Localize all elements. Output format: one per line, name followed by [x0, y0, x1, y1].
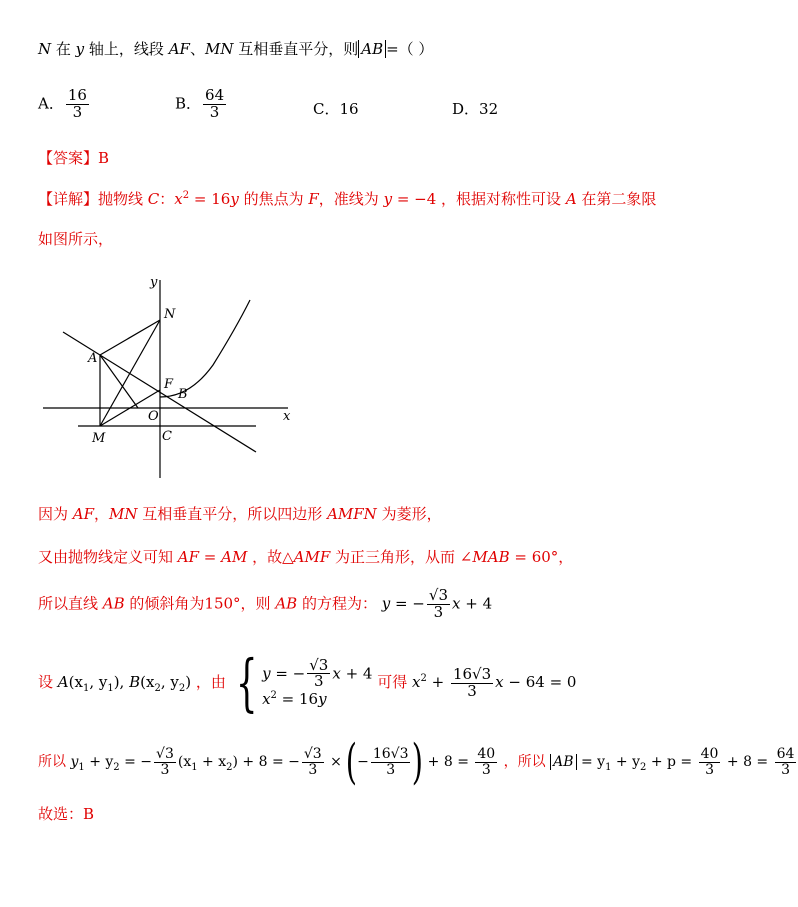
label-c: C: [162, 429, 172, 444]
detail-line: 【详解】抛物线 C：$x^2 = 16y$ 的焦点为 F，准线为 y = −4 ，根据对称性可设 A 在第二象限: [38, 190, 657, 208]
question-line: N 在 y 轴上，线段 AF、MN 互相垂直平分，则 AB =（ ）: [38, 40, 434, 58]
detail-line-2: 如图所示，: [38, 230, 114, 248]
label-o: O: [148, 409, 159, 424]
label-b: B: [178, 387, 188, 402]
system-brace: {: [235, 646, 258, 719]
solution-line-3: 所以直线 AB 的倾斜角为150°，则 AB 的方程为： y = − $\frac{√3}{3}$ x + 4: [38, 586, 493, 621]
label-a: A: [88, 351, 98, 366]
segment-an: [100, 320, 160, 355]
option-d[interactable]: D．32: [452, 100, 499, 118]
label-n: N: [164, 307, 176, 322]
label-f: F: [164, 377, 174, 392]
option-c[interactable]: C．16: [313, 100, 359, 118]
label-y: y: [150, 275, 158, 290]
label-x: x: [283, 409, 291, 424]
parabola-figure: [38, 270, 298, 485]
option-b[interactable]: B． $\frac{64}{3}$: [175, 86, 225, 121]
solution-line-5: 所以 $y_1 + y_2$ = − $\frac{√3}{3}$ $(x_1 + x_2) + 8$ = − $\frac{√3}{3}$ × (− $\frac{16√3}{3}$ ) + 8 = $\frac{40}{3}$ ，所以 AB = $y_1 + y_2 + p$ = $\frac{40}{3}$ + 8 = $\frac{64}{3}$: [38, 734, 795, 790]
segment-ab-extra: [100, 355, 138, 408]
equation-system: y = − $\frac{√3}{3}$ x + 4 $x^2 = 16y$: [262, 655, 373, 709]
answer-line: 【答案】B: [38, 149, 110, 167]
solution-line-1: 因为 AF，MN 互相垂直平分，所以四边形 AMFN 为菱形，: [38, 505, 442, 523]
final-answer: 故选：B: [38, 805, 95, 823]
solution-line-4: 设 $A(x_1$, $y_1$), $B(x_2$, $y_2$) ，由 { y = − $\frac{√3}{3}$ x + 4 $x^2 = 16y$ 可得 $x^2$ + $\frac{16√3}{3}$ x − 64 = 0: [38, 646, 577, 719]
label-m: M: [92, 431, 106, 446]
solution-line-2: 又由抛物线定义可知 AF = AM ，故△AMF 为正三角形，从而 ∠MAB = 60°，: [38, 548, 574, 566]
option-a[interactable]: A． $\frac{16}{3}$: [38, 86, 87, 121]
